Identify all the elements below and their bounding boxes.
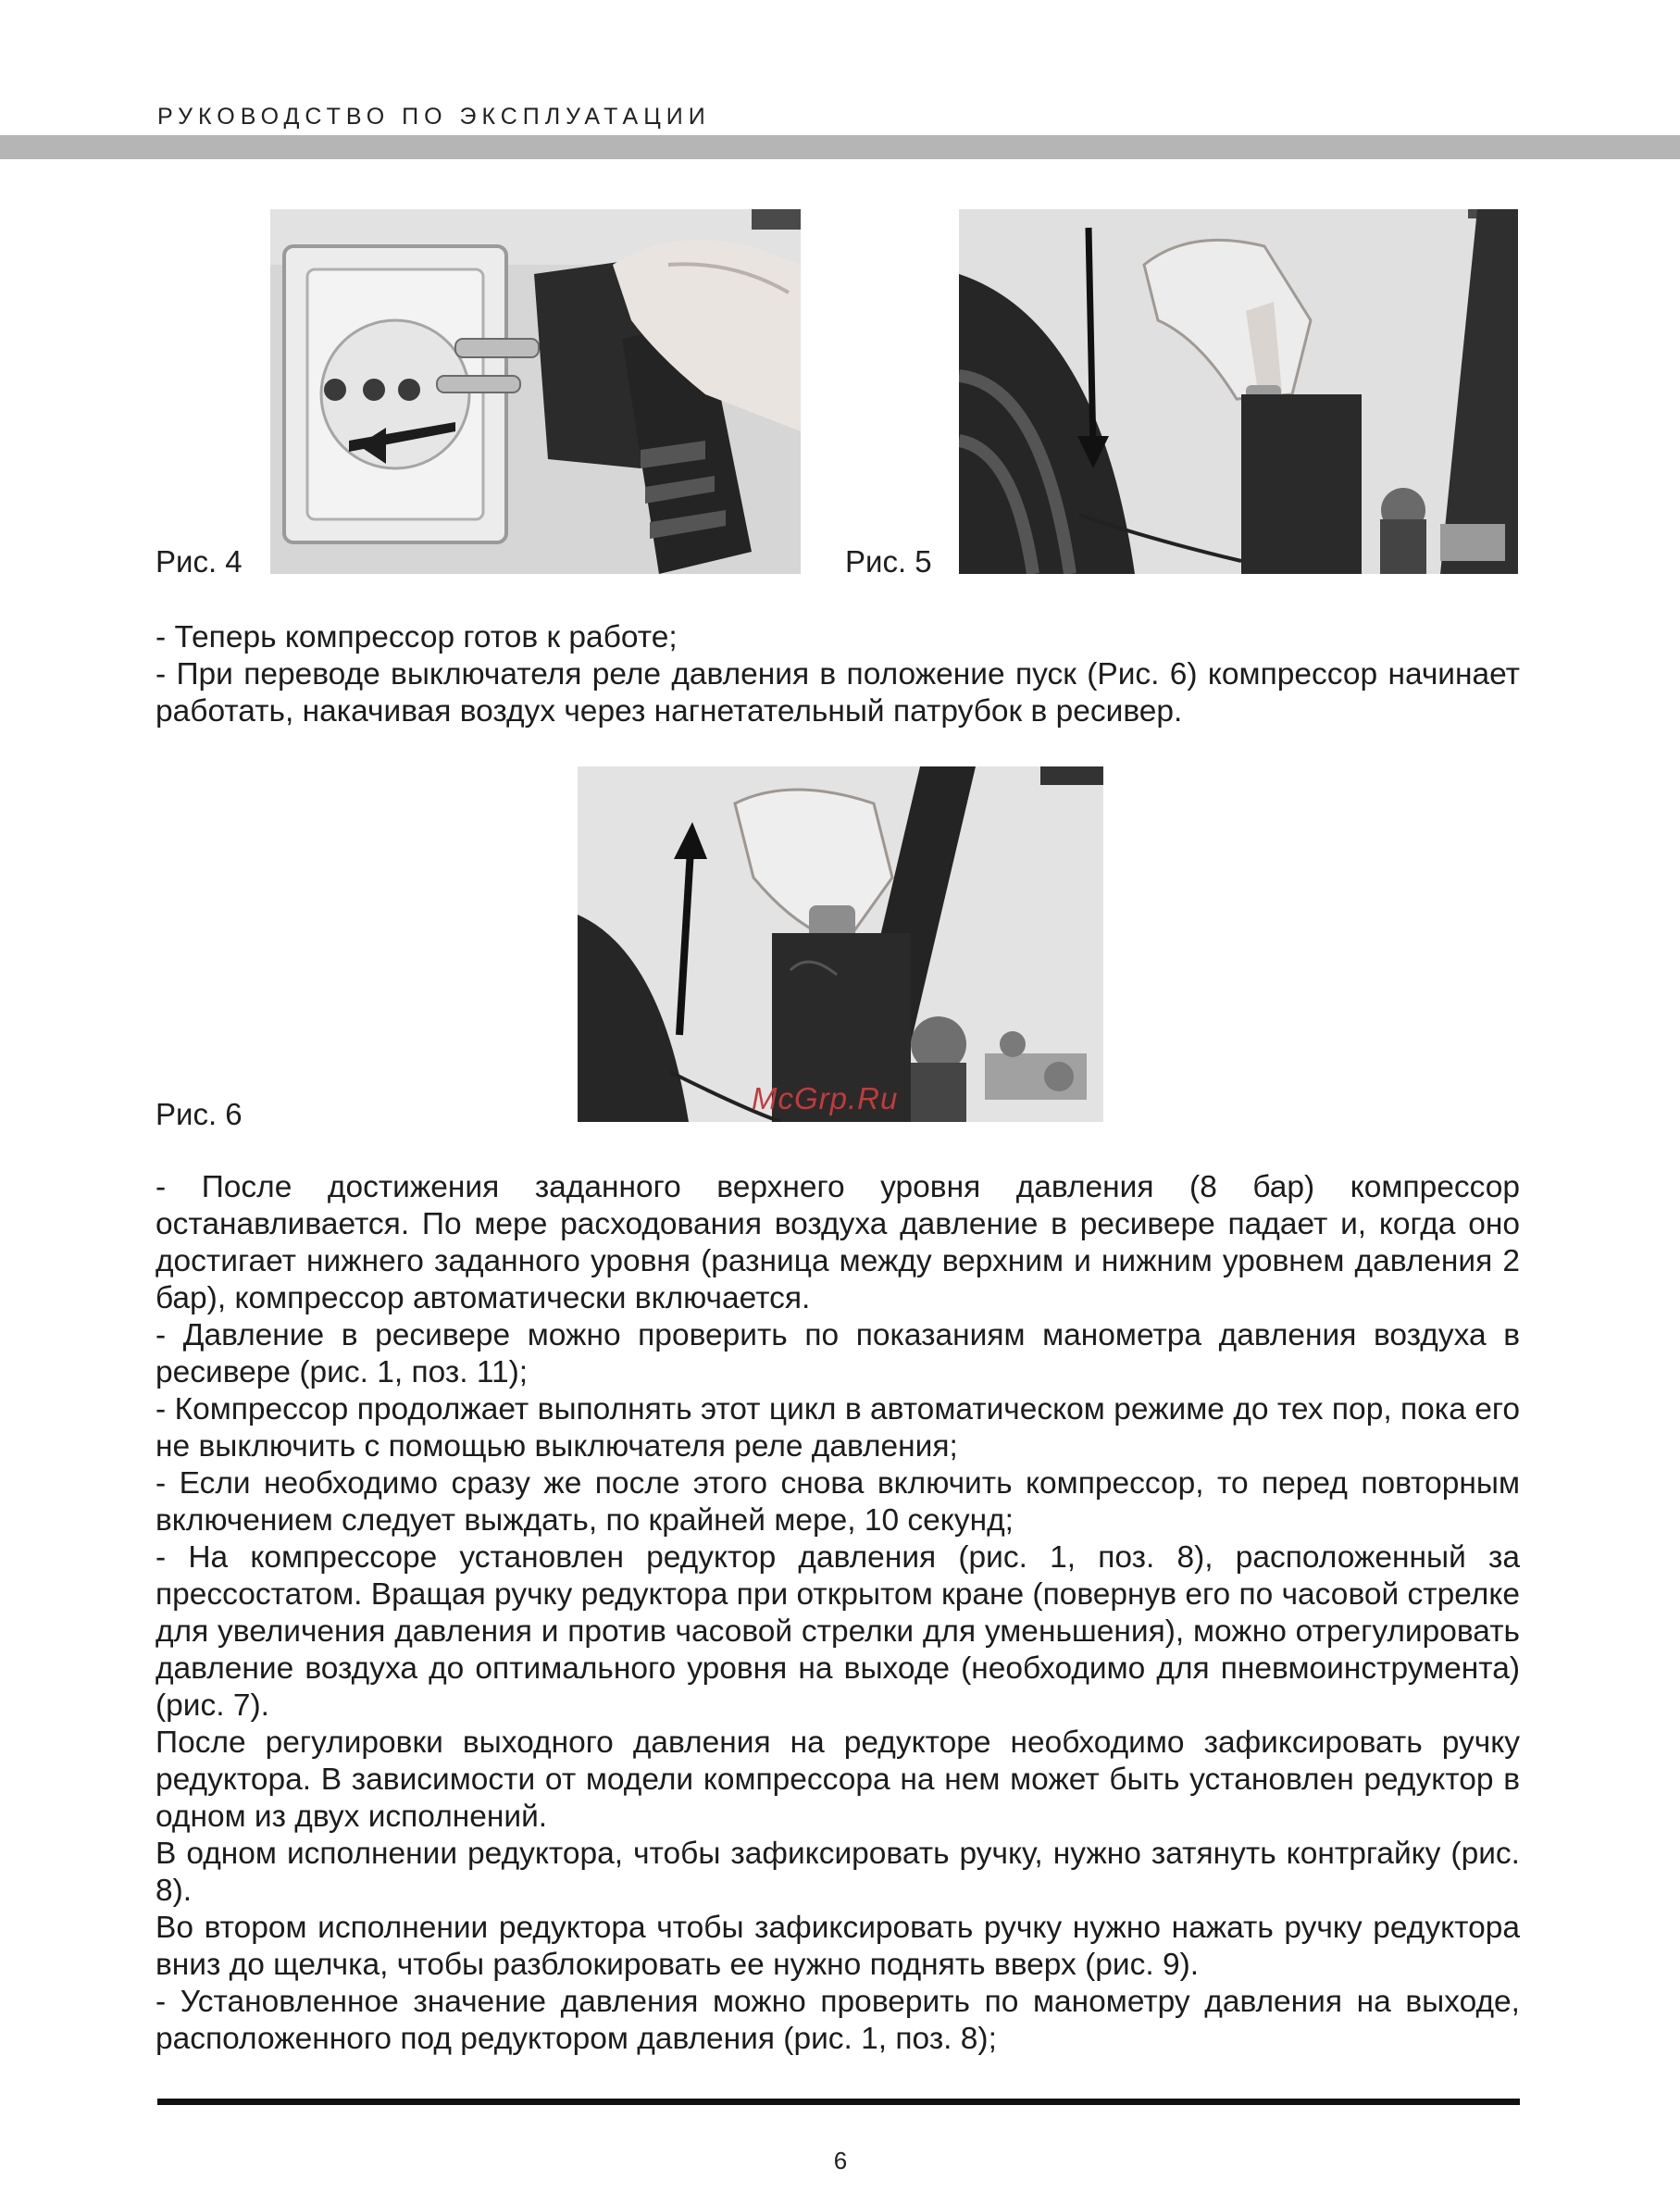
paragraph-output-gauge: - Установленное значение давления можно проверить по манометру давления на выходе, расположенного под редуктором давления (рис. 1, поз. 8);: [156, 1985, 1520, 2056]
figure-5-photo: [959, 209, 1518, 574]
pressure-switch-press-down-photo-icon: [959, 209, 1518, 574]
paragraph-fix-handle: После регулировки выходного давления на редукторе необходимо зафиксировать ручку редуктора. В зависимости от модели компрессора на нем может быть установлен редуктор в одном из двух исполнений.: [156, 1725, 1520, 1834]
plug-into-socket-photo-icon: [270, 209, 801, 574]
header-bar: [0, 135, 1680, 159]
paragraph-receiver-gauge: - Давление в ресивере можно проверить по показаниям манометра давления воздуха в ресивере (рис. 1, поз. 11);: [156, 1318, 1520, 1389]
figure-6-label: Рис. 6: [156, 1097, 243, 1131]
paragraph-auto-mode: - Компрессор продолжает выполнять этот цикл в автоматическом режиме до тех пор, пока его не выключить с помощью выключателя реле давления;: [156, 1392, 1520, 1464]
figure-4-photo: [270, 209, 801, 574]
page-number: 6: [833, 2147, 848, 2174]
paragraph-cycle: - После достижения заданного верхнего уровня давления (8 бар) компрессор останавливается. По мере расходования воздуха давление в ресивере падает и, когда оно достигает нижнего заданного уровня (разница между верхним и нижним уровнем давления 2 бар), компрессор автоматически включается.: [156, 1170, 1520, 1315]
figure-5-label: Рис. 5: [845, 544, 932, 579]
footer-rule: [157, 2099, 1520, 2105]
paragraph-start: - При переводе выключателя реле давления в положение пуск (Рис. 6) компрессор начинает работать, накачивая воздух через нагнетательный патрубок в ресивер.: [156, 657, 1520, 729]
paragraph-reducer: - На компрессоре установлен редуктор давления (рис. 1, поз. 8), расположенный за прессостатом. Вращая ручку редуктора при открытом кране (повернув его по часовой стрелке для увеличения давления и против часовой стрелки для уменьшения), можно отрегулировать давление воздуха до оптимального уровня на выходе (необходимо для пневмоинструмента) (рис. 7).: [156, 1540, 1520, 1723]
pressure-switch-pull-up-photo-icon: [578, 766, 1103, 1122]
paragraph-restart-wait: - Если необходимо сразу же после этого снова включить компрессор, то перед повторным включением следует выждать, по крайней мере, 10 секунд;: [156, 1466, 1520, 1538]
paragraph-locknut: В одном исполнении редуктора, чтобы зафиксировать ручку, нужно затянуть контргайку (рис. 8).: [156, 1837, 1520, 1908]
figure-6-photo: [578, 766, 1103, 1122]
figure-4-label: Рис. 4: [156, 544, 243, 579]
running-header: РУКОВОДСТВО ПО ЭКСПЛУАТАЦИИ: [157, 104, 711, 130]
paragraph-ready: - Теперь компрессор готов к работе;: [156, 620, 678, 654]
paragraph-click-lock: Во втором исполнении редуктора чтобы зафиксировать ручку нужно нажать ручку редуктора вниз до щелчка, чтобы разблокировать ее нужно поднять вверх (рис. 9).: [156, 1911, 1520, 1982]
watermark: McGrp.Ru: [752, 1081, 899, 1115]
